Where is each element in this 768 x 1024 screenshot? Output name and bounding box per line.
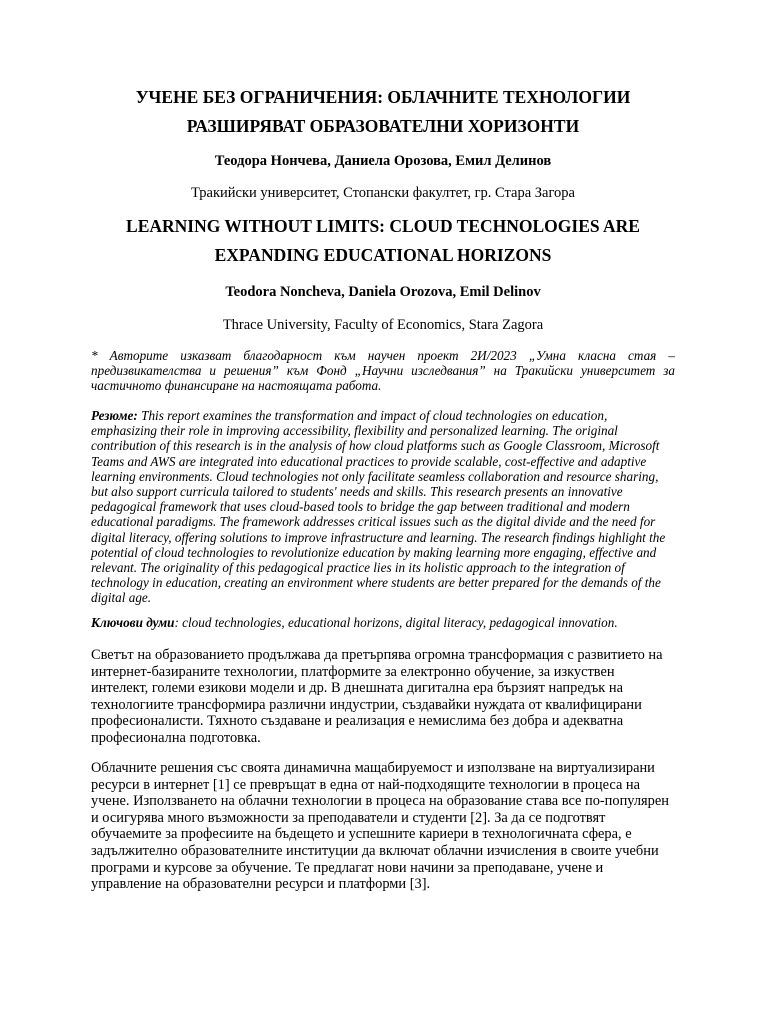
title-english-line-2: EXPANDING EDUCATIONAL HORIZONS xyxy=(214,245,552,265)
abstract xyxy=(91,408,675,606)
authors-bulgarian: Теодора Нончева, Даниела Орозова, Емил Делинов xyxy=(214,153,552,169)
title-bulgarian-line-1: УЧЕНЕ БЕЗ ОГРАНИЧЕНИЯ: ОБЛАЧНИТЕ ТЕХНОЛОГИИ xyxy=(135,87,631,107)
authors-english: Teodora Noncheva, Daniela Orozova, Emil Delinov xyxy=(225,284,541,300)
keywords-text: : cloud technologies, educational horizons, digital literacy, pedagogical innovation. xyxy=(174,615,618,630)
body-paragraph-1: Светът на образованието продължава да претърпява огромна трансформация с развитието на интернет-базираните технологии, платформите за електронно обучение, за изкуствен интелект, големи езикови модели и др. В днешната дигитална ера бързият напредък на технологиите трансформира различни индустрии, създавайки нуждата от квалифицирани професионалисти. Тяхното създаване и реализация е немислима без добра и адекватна професионална подготовка. xyxy=(91,647,663,746)
abstract-label: Резюме: xyxy=(91,408,138,423)
title-english xyxy=(91,212,675,270)
title-bulgarian-line-2: РАЗШИРЯВАТ ОБРАЗОВАТЕЛНИ ХОРИЗОНТИ xyxy=(186,116,580,136)
acknowledgement-footnote: * Авторите изказват благодарност към научен проект 2И/2023 „Умна класна стая – предизвикателства и решения” към Фонд „Научни изследвания” на Тракийски университет за частичното финансиране на настоящата работа. xyxy=(91,348,675,394)
affiliation-english: Thrace University, Faculty of Economics, Stara Zagora xyxy=(222,317,544,333)
title-english-line-1: LEARNING WITHOUT LIMITS: CLOUD TECHNOLOGIES ARE xyxy=(126,216,640,236)
keywords xyxy=(91,615,675,630)
abstract-text: This report examines the transformation and impact of cloud technologies on education, emphasizing their role in improving accessibility, flexibility and personalized learning. The original contribution of this research is in the analysis of how cloud platforms such as Google Classroom, Microsoft Teams and AWS are integrated into educational practices to provide scalable, cost-effective and adaptive learning environments. Cloud technologies not only facilitate seamless collaboration and resource sharing, but also support curricula tailored to students' needs and skills. This research presents an innovative pedagogical framework that uses cloud-based tools to bridge the gap between traditional and modern educational paradigms. The framework addresses critical issues such as the digital divide and the need for digital literacy, offering solutions to improve infrastructure and learning. The research findings highlight the potential of cloud technologies to revolutionize education by making learning more engaging, effective and relevant. The originality of this pedagogical practice lies in its holistic approach to the integration of technology in education, creating an environment where students are better prepared for the demands of the digital age. xyxy=(91,408,666,606)
affiliation-bulgarian: Тракийски университет, Стопански факултет, гр. Стара Загора xyxy=(191,185,575,201)
body-paragraph-2: Облачните решения със своята динамична мащабируемост и използване на виртуализирани ресурси в интернет [1] се превръщат в една от най-подходящите технологии в процеса на учене. Използването на облачни технологии в процеса на образование става все по-популярен и осигурява много възможности за преподаватели и студенти [2]. За да се подготвят обучаемите за професиите на бъдещето и успешните кариери в технологичната сфера, е задължително образователните институции да включат облачни изчисления в своите учебни програми и курсове за обучение. Те предлагат нови начини за преподаване, учене и управление на образователни ресурси и платформи [3]. xyxy=(91,760,669,893)
title-bulgarian xyxy=(91,83,675,141)
keywords-label: Ключови думи xyxy=(91,615,175,630)
